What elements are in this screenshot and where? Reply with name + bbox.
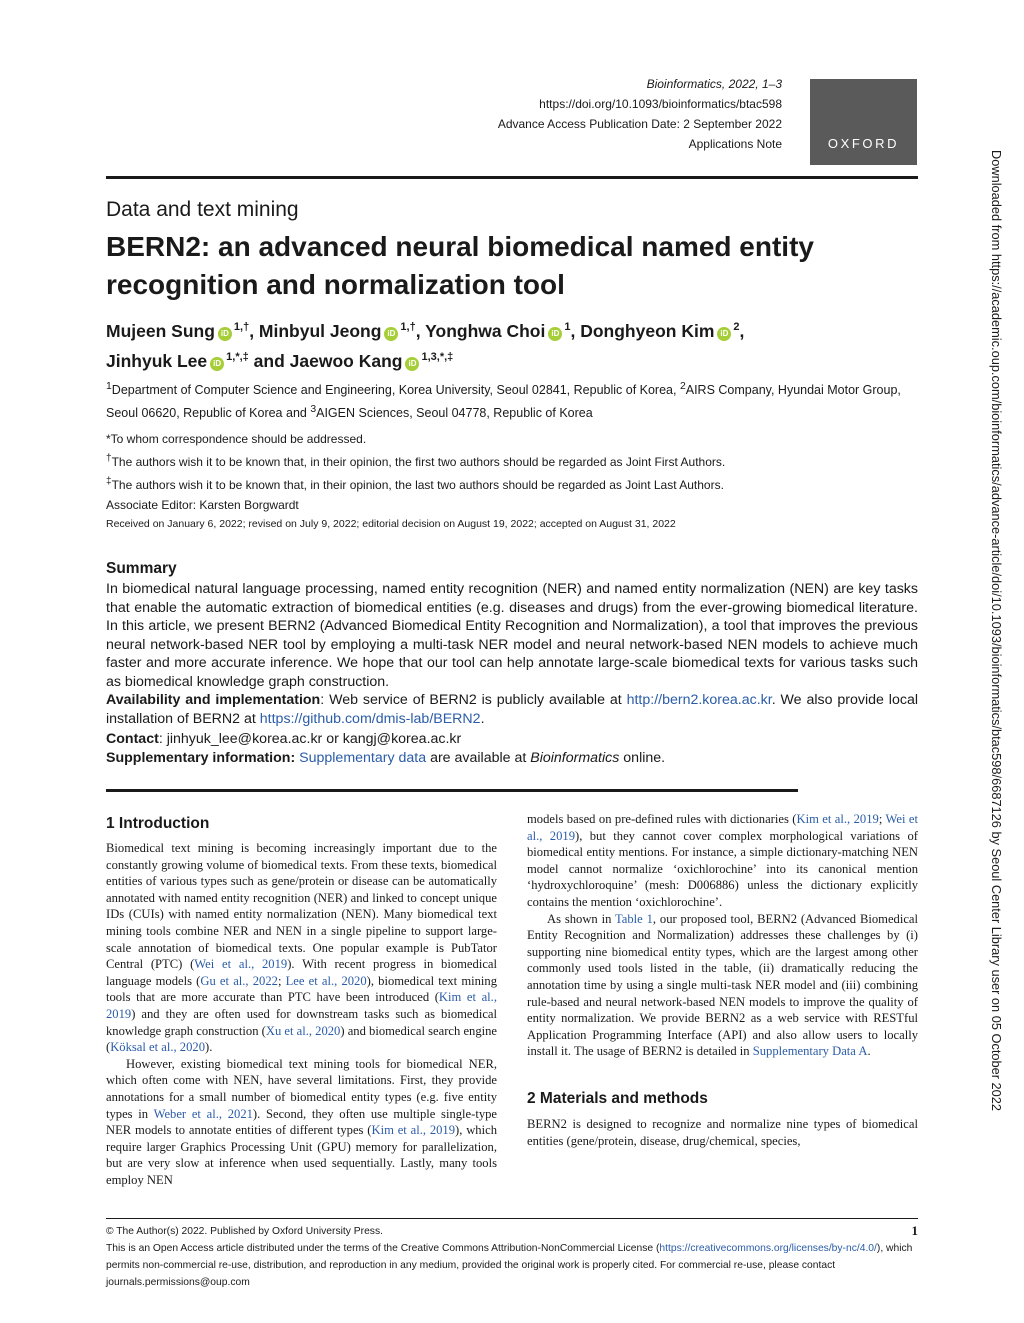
intro-body-continued <box>527 811 918 1060</box>
license-text: This is an Open Access article distributed under the terms of the Creative Commons Attribution-NonCommercial License (https://creativecommons.org/licenses/by-nc/4.0/), which permits non-commercial re-use, distribution, and reproduction in any medium, provided the original work is properly cited. For commercial re-use, please contact journals.permissions@oup.com <box>106 1243 913 1288</box>
methods-heading: 2 Materials and methods <box>527 1089 708 1107</box>
author-name[interactable]: Minbyul Jeong <box>258 320 382 341</box>
associate-editor: Associate Editor: Karsten Borgwardt <box>106 498 299 512</box>
paragraph: As shown in Table 1, our proposed tool, BERN2 (Advanced Biomedical Entity Recognition and Normalization) addresses these challenges by (i) supporting nine biomedical entity types, which are the largest among other commonly used tools listed in the table, (ii) dramatically reducing the annotation time by using a single multi-task NER model and (iii) combining rule-based and neural network-based NEN models to improve the quality of entity normalization. We provide BERN2 as a web service with RESTful Application Programming Interface (API) and also allow users to locally install it. The usage of BERN2 is detailed in Supplementary Data A. <box>527 911 919 1059</box>
affiliations: $^1$Department of Computer Science and Engineering, Korea University, Seoul 02841, Republic of Korea, $^2$AIRS Company, Hyundai Motor Group, Seoul 06620, Republic of Korea and $^3$AIGEN Sciences, Seoul 04778, Republic of Korea <box>106 381 901 421</box>
footer-rule <box>106 1218 918 1219</box>
citation[interactable]: Gu et al., 2022 <box>200 973 278 988</box>
summary-text: In biomedical natural language processing, named entity recognition (NER) and named entity normalization (NEN) are key tasks that enable the automatic extraction of biomedical entities (e.g. diseases and drugs) from the ever-growing biomedical literature. In this article, we present BERN2 (Advanced Biomedical Entity Recognition and Normalization), a tool that improves the previous neural network-based NER tool by employing a multi-task NER model and neural network-based NEN models to achieve much faster and more accurate inference. We hope that our tool can help annotate large-scale biomedical texts for various tasks such as biomedical knowledge graph construction. <box>106 581 918 690</box>
github-link[interactable]: https://github.com/dmis-lab/BERN2 <box>259 710 481 727</box>
author-name[interactable]: Jaewoo Kang <box>289 350 403 371</box>
download-note: Downloaded from https://academic.oup.com/bioinformatics/advance-article/doi/10.1093/bioinformatics/btac598/6687126 by Seoul Center Library user on 05 October 2022 <box>989 150 1004 1112</box>
oxford-logo <box>810 79 917 165</box>
table-reference[interactable]: Table 1 <box>614 911 653 926</box>
correspondence-note: *To whom correspondence should be addressed. <box>106 432 367 446</box>
citation[interactable]: Weber et al., 2021 <box>153 1106 253 1121</box>
orcid-icon[interactable]: iD <box>384 327 398 341</box>
summary-heading: Summary <box>106 560 177 577</box>
methods-body <box>527 1116 918 1149</box>
paragraph: Biomedical text mining is becoming increasingly important due to the constantly growing volume of biomedical texts. From these texts, biomedical entities of various types such as gene/protein or disease can be automatically annotated with named entity recognition (NER) and linked to concept unique IDs (CUIs) with named entity normalization (NEN). Many biomedical text mining tools combine NER and NEN in a single pipeline to support large-scale annotation of biomedical texts. One popular example is PubTator Central (PTC) (Wei et al., 2019). With recent progress in biomedical language models (Gu et al., 2022; Lee et al., 2020), biomedical text mining tools that are more accurate than PTC have been introduced (Kim et al., 2019) and they are often used for downstream tasks such as biomedical knowledge graph construction (Xu et al., 2020) and biomedical search engine (Köksal et al., 2020). <box>106 841 498 1055</box>
intro-heading: 1 Introduction <box>106 815 210 832</box>
citation[interactable]: Xu et al., 2020 <box>265 1023 341 1038</box>
citation[interactable]: Kim et al., 2019 <box>796 812 879 826</box>
author-name[interactable]: Donghyeon Kim <box>580 320 715 341</box>
header-rule <box>106 176 918 179</box>
citation[interactable]: Wei et al., 2019 <box>194 957 288 972</box>
right-column <box>527 811 918 1149</box>
citation[interactable]: Kim et al., 2019 <box>371 1123 456 1138</box>
author-and: and <box>253 350 285 371</box>
bern2-web-link[interactable]: http://bern2.korea.ac.kr <box>626 692 772 708</box>
orcid-icon[interactable]: iD <box>717 327 731 341</box>
left-column <box>106 815 497 1188</box>
author-notes <box>106 429 918 515</box>
paragraph: models based on pre-defined rules with dictionaries (Kim et al., 2019; Wei et al., 2019), but they cannot cover complex morphological variations of biomedical entity mentions. For instance, a simple dictionary-matching NEN model cannot normalize ‘oxichlorochine’ into its canonical mention ‘hydroxychloroquine’ (mesh: D006886) unless the dictionary explicitly contains the mention ‘oxichlorochine’. <box>527 812 918 909</box>
paragraph: BERN2 is designed to recognize and normalize nine types of biomedical entities (gene/protein, disease, drug/chemical, species, <box>527 1116 918 1148</box>
availability: Availability and implementation: Web service of BERN2 is publicly available at http://bern2.korea.ac.kr. We also provide local installation of BERN2 at https://github.com/dmis-lab/BERN2. <box>106 692 918 727</box>
copyright: © The Author(s) 2022. Published by Oxford University Press. <box>106 1226 383 1237</box>
publication-date: Advance Access Publication Date: 2 September 2022 <box>497 117 782 131</box>
joint-first-note: †The authors wish it to be known that, in their opinion, the first two authors should be regarded as Joint First Authors. <box>106 453 726 469</box>
author-name[interactable]: Mujeen Sung <box>106 320 215 341</box>
author-name[interactable]: Yonghwa Choi <box>425 320 546 341</box>
supplementary-reference[interactable]: Supplementary Data A <box>752 1044 868 1059</box>
supplementary-link[interactable]: Supplementary data <box>299 750 427 766</box>
author-name[interactable]: Jinhyuk Lee <box>106 350 208 371</box>
citation[interactable]: Köksal et al., 2020 <box>110 1040 205 1055</box>
citation[interactable]: Lee et al., 2020 <box>285 973 367 988</box>
orcid-icon[interactable]: iD <box>548 327 562 341</box>
author-list: Mujeen Sung $iD^{1,\dagger}$, Minbyul Jeong $iD^{1,\dagger}$, Yonghwa Choi $iD^1$, Donghyeon Kim $iD^2$, Jinhyuk Lee $iD^{1,*,\ddagger}$ and Jaewoo Kang $iD^{1,3,*,\ddagger}$ <box>106 320 745 371</box>
citation[interactable]: Kim et al., 2019 <box>106 990 497 1021</box>
license-link[interactable]: https://creativecommons.org/licenses/by-nc/4.0/ <box>659 1243 877 1254</box>
orcid-icon[interactable]: iD <box>218 327 232 341</box>
doi[interactable]: https://doi.org/10.1093/bioinformatics/btac598 <box>539 97 782 111</box>
contact: Contact: jinhyuk_lee@korea.ac.kr or kangj@korea.ac.kr <box>106 731 462 747</box>
article-title: BERN2: an advanced neural biomedical named entity recognition and normalization tool <box>106 231 814 300</box>
citation[interactable]: Wei et al., 2019 <box>527 812 918 843</box>
oxford-logo-text: OXFORD <box>827 136 900 151</box>
section-label: Data and text mining <box>106 198 299 221</box>
journal-line: Bioinformatics, 2022, 1–3 <box>646 77 782 91</box>
received-dates: Received on January 6, 2022; revised on July 9, 2022; editorial decision on August 19, 2022; accepted on August 31, 2022 <box>106 518 676 530</box>
orcid-icon[interactable]: iD <box>210 357 224 371</box>
orcid-icon[interactable]: iD <box>405 357 419 371</box>
intro-body <box>106 840 497 1188</box>
supplementary-info: Supplementary information: Supplementary data are available at Bioinformatics online. <box>106 750 666 766</box>
summary-rule <box>106 789 798 792</box>
joint-last-note: ‡The authors wish it to be known that, in their opinion, the last two authors should be regarded as Joint Last Authors. <box>106 476 724 492</box>
paragraph: However, existing biomedical text mining tools for biomedical NER, which often come with NEN, have several limitations. First, they provide annotations for a small number of biomedical entity types (e.g. five entity types in Weber et al., 2021). Second, they often use multiple single-type NER models to annotate entities of different types (Kim et al., 2019), which require larger Graphics Processing Unit (GPU) memory for parallelization, but are very slow at inference when used sequentially. Lastly, many tools employ NEN <box>106 1056 498 1187</box>
note-type: Applications Note <box>688 137 782 151</box>
page-number: 1 <box>911 1223 918 1238</box>
